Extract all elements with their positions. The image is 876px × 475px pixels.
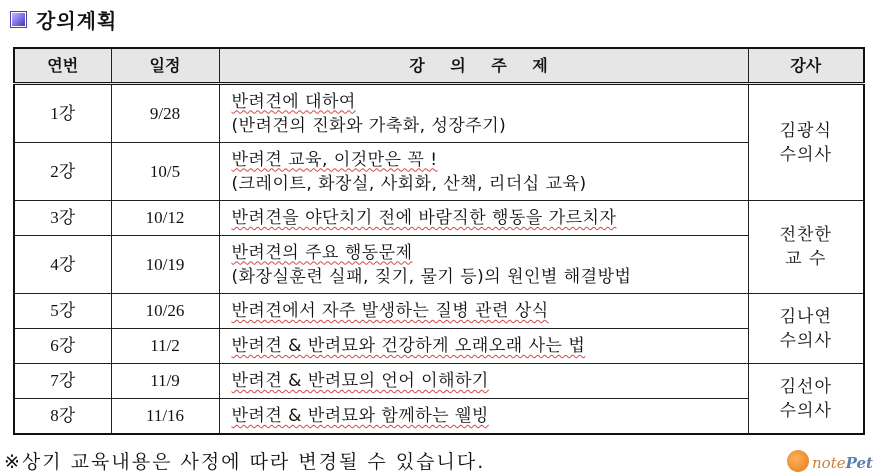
- lecture-topic: [219, 143, 748, 201]
- table-header-row: [14, 48, 864, 84]
- table-row: [14, 364, 864, 399]
- lecture-date: 11/16: [111, 399, 219, 435]
- topic-line: 반려견에 대하여: [231, 91, 356, 112]
- topic-line: 반려견 교육, 이것만은 꼭 !: [231, 149, 438, 170]
- lecture-date: 9/28: [111, 84, 219, 143]
- lecture-topic: [219, 236, 748, 294]
- lecture-number: 6강: [14, 329, 111, 364]
- table-row: [14, 143, 864, 201]
- lecture-number: 1강: [14, 84, 111, 143]
- lecturer-title: 수의사: [779, 330, 832, 351]
- table-row: [14, 329, 864, 364]
- lecture-number: 8강: [14, 399, 111, 435]
- lecturer-title: 교 수: [785, 249, 827, 269]
- topic-line: (반려견의 진화와 가축화, 성장주기): [231, 115, 507, 136]
- table-row: [14, 201, 864, 236]
- lecture-date: 10/26: [111, 294, 219, 329]
- logo-prefix: note: [812, 454, 846, 472]
- header-lecturer: 강사: [748, 48, 864, 84]
- lecturer-title: 수의사: [779, 144, 832, 165]
- lecture-date: 11/9: [111, 364, 219, 399]
- lecturer-name: 전찬한: [779, 225, 832, 245]
- topic-line: (크레이트, 화장실, 사회화, 산책, 리더십 교육): [231, 173, 587, 194]
- table-row: [14, 294, 864, 329]
- notepet-logo: [787, 440, 873, 472]
- lecture-number: 4강: [14, 236, 111, 294]
- lecturer-cell: [748, 364, 864, 435]
- topic-line: 반려견에서 자주 발생하는 질병 관련 상식: [231, 301, 549, 321]
- topic-line: 반려견을 야단치기 전에 바람직한 행동을 가르치자: [231, 208, 617, 228]
- logo-suffix: Pet: [845, 454, 873, 472]
- header-num: 연번: [14, 48, 111, 84]
- lecture-date: 10/12: [111, 201, 219, 236]
- lecture-topic: [219, 201, 748, 236]
- table-row: [14, 236, 864, 294]
- lecture-number: 2강: [14, 143, 111, 201]
- lecture-number: 3강: [14, 201, 111, 236]
- lecture-topic: [219, 329, 748, 364]
- header-date: 일정: [111, 48, 219, 84]
- lecturer-name: 김광식: [779, 120, 832, 141]
- logo-text: [812, 454, 873, 472]
- lecture-topic: [219, 364, 748, 399]
- lecture-date: 11/2: [111, 329, 219, 364]
- section-title: 강의계획: [36, 8, 118, 33]
- square-bullet-icon: [10, 11, 27, 28]
- topic-line: (화장실훈련 실패, 짖기, 물기 등)의 원인별 해결방법: [231, 266, 632, 287]
- topic-line: 반려견 & 반려묘의 언어 이해하기: [231, 371, 489, 391]
- lecture-topic: [219, 294, 748, 329]
- topic-line: 반려견 & 반려묘와 건강하게 오래오래 사는 법: [231, 336, 586, 356]
- disclaimer-note: ※상기 교육내용은 사정에 따라 변경될 수 있습니다.: [4, 451, 486, 473]
- lecturer-title: 수의사: [779, 400, 832, 421]
- header-topic: 강 의 주 제: [219, 48, 748, 84]
- lecture-topic: [219, 84, 748, 143]
- lecturer-cell: [748, 201, 864, 294]
- lecturer-name: 김나연: [779, 306, 832, 327]
- lecturer-cell: [748, 84, 864, 201]
- section-heading: [10, 4, 117, 34]
- lecture-date: 10/5: [111, 143, 219, 201]
- topic-line: 반려견의 주요 행동문제: [231, 242, 413, 263]
- lecturer-name: 김선아: [779, 376, 832, 397]
- lecture-number: 5강: [14, 294, 111, 329]
- topic-line: 반려견 & 반려묘와 함께하는 웰빙: [231, 406, 489, 426]
- dog-face-icon: [787, 450, 809, 472]
- table-row: [14, 399, 864, 435]
- lecturer-cell: [748, 294, 864, 364]
- lecture-date: 10/19: [111, 236, 219, 294]
- lecture-topic: [219, 399, 748, 435]
- lecture-schedule-table: [13, 47, 865, 435]
- lecture-number: 7강: [14, 364, 111, 399]
- table-row: [14, 84, 864, 143]
